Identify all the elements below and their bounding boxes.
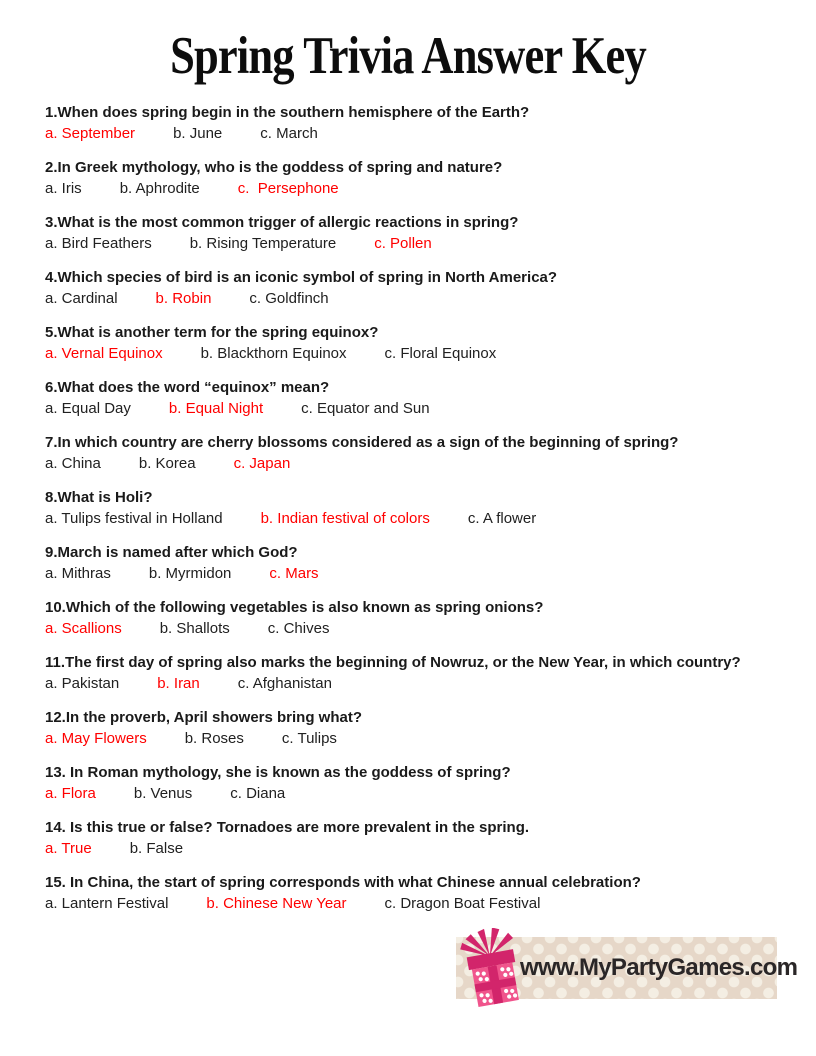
answer-option-correct: c. Pollen [374,235,432,252]
question-text: 4.Which species of bird is an iconic symbol of spring in North America? [45,269,558,286]
question-text: 3.What is the most common trigger of allergic reactions in spring? [45,214,519,231]
answer-option-correct: a. Vernal Equinox [45,345,163,362]
answer-option: c. Chives [267,620,330,637]
question-block [45,432,790,474]
question-text: 6.What does the word “equinox” mean? [45,379,330,396]
question-block [45,212,790,254]
question-text: 7.In which country are cherry blossoms considered as a sign of the beginning of spring? [45,434,679,451]
question-block [45,872,790,914]
answer-option: b. Korea [138,455,196,472]
answer-option: c. Floral Equinox [384,345,497,362]
answer-options-row [45,508,790,529]
question-text: 1.When does spring begin in the southern hemisphere of the Earth? [45,104,530,121]
answer-option-correct: b. Iran [157,675,200,692]
footer-banner [456,937,798,999]
question-block [45,377,790,419]
question-block [45,652,790,694]
answer-option-correct: a. May Flowers [45,730,147,747]
answer-option: b. Aphrodite [119,180,200,197]
answer-option-correct: b. Robin [155,290,212,307]
answer-option: a. Bird Feathers [45,235,152,252]
question-block [45,487,790,529]
answer-option-correct: c. Japan [233,455,291,472]
answer-option: a. Pakistan [45,675,120,692]
answer-option: b. False [129,840,184,857]
question-block [45,157,790,199]
question-text: 13. In Roman mythology, she is known as the goddess of spring? [45,764,511,781]
answer-option: a. China [45,455,101,472]
question-block [45,707,790,749]
question-block [45,762,790,804]
website-url: www.MyPartyGames.com [520,954,798,981]
answer-option: c. Goldfinch [249,290,329,307]
answer-option: b. June [173,125,223,142]
answer-option-correct: a. September [45,125,136,142]
answer-options-row [45,893,790,914]
answer-option: a. Tulips festival in Holland [45,510,223,527]
question-text: 10.Which of the following vegetables is also known as spring onions? [45,599,544,616]
questions-list [45,102,790,927]
answer-options-row [45,123,790,144]
answer-options-row [45,618,790,639]
answer-option: a. Mithras [45,565,111,582]
answer-options-row [45,233,790,254]
answer-options-row [45,728,790,749]
answer-option-correct: b. Chinese New Year [206,895,347,912]
answer-options-row [45,673,790,694]
answer-options-row [45,288,790,309]
answer-option: b. Roses [184,730,244,747]
answer-option: a. Lantern Festival [45,895,169,912]
page-title: Spring Trivia Answer Key [170,27,646,85]
answer-options-row [45,838,790,859]
answer-option: c. Dragon Boat Festival [384,895,541,912]
question-text: 2.In Greek mythology, who is the goddess of spring and nature? [45,159,503,176]
question-block [45,597,790,639]
question-block [45,817,790,859]
question-text: 15. In China, the start of spring corresponds with what Chinese annual celebration? [45,874,641,891]
answer-option-correct: a. True [45,840,92,857]
answer-option: a. Equal Day [45,400,131,417]
answer-options-row [45,563,790,584]
question-text: 12.In the proverb, April showers bring what? [45,709,362,726]
answer-option-correct: a. Scallions [45,620,122,637]
answer-options-row [45,783,790,804]
question-text: 11.The first day of spring also marks the beginning of Nowruz, or the New Year, in which country? [45,654,741,671]
question-block [45,322,790,364]
answer-option-correct: b. Indian festival of colors [260,510,430,527]
answer-options-row [45,398,790,419]
answer-option: b. Rising Temperature [189,235,337,252]
question-text: 8.What is Holi? [45,489,153,506]
answer-options-row [45,178,790,199]
question-text: 14. Is this true or false? Tornadoes are more prevalent in the spring. [45,819,530,836]
answer-option: c. Afghanistan [237,675,332,692]
answer-option-correct: c. Mars [269,565,319,582]
answer-options-row [45,343,790,364]
answer-options-row [45,453,790,474]
answer-option-correct: c. Persephone [237,180,339,197]
question-block [45,542,790,584]
answer-option: c. Equator and Sun [301,400,430,417]
answer-option: a. Cardinal [45,290,118,307]
answer-option-correct: a. Flora [45,785,96,802]
question-block [45,102,790,144]
answer-option: c. Tulips [281,730,337,747]
answer-option: a. Iris [45,180,82,197]
question-text: 9.March is named after which God? [45,544,298,561]
answer-option: c. Diana [230,785,286,802]
question-text: 5.What is another term for the spring equinox? [45,324,379,341]
answer-option-correct: b. Equal Night [168,400,264,417]
answer-option: b. Myrmidon [148,565,232,582]
answer-option: b. Shallots [159,620,230,637]
gift-icon [455,928,531,1010]
answer-option: c. March [260,125,318,142]
answer-option: b. Venus [133,785,193,802]
answer-option: b. Blackthorn Equinox [200,345,347,362]
answer-option: c. A flower [467,510,537,527]
question-block [45,267,790,309]
